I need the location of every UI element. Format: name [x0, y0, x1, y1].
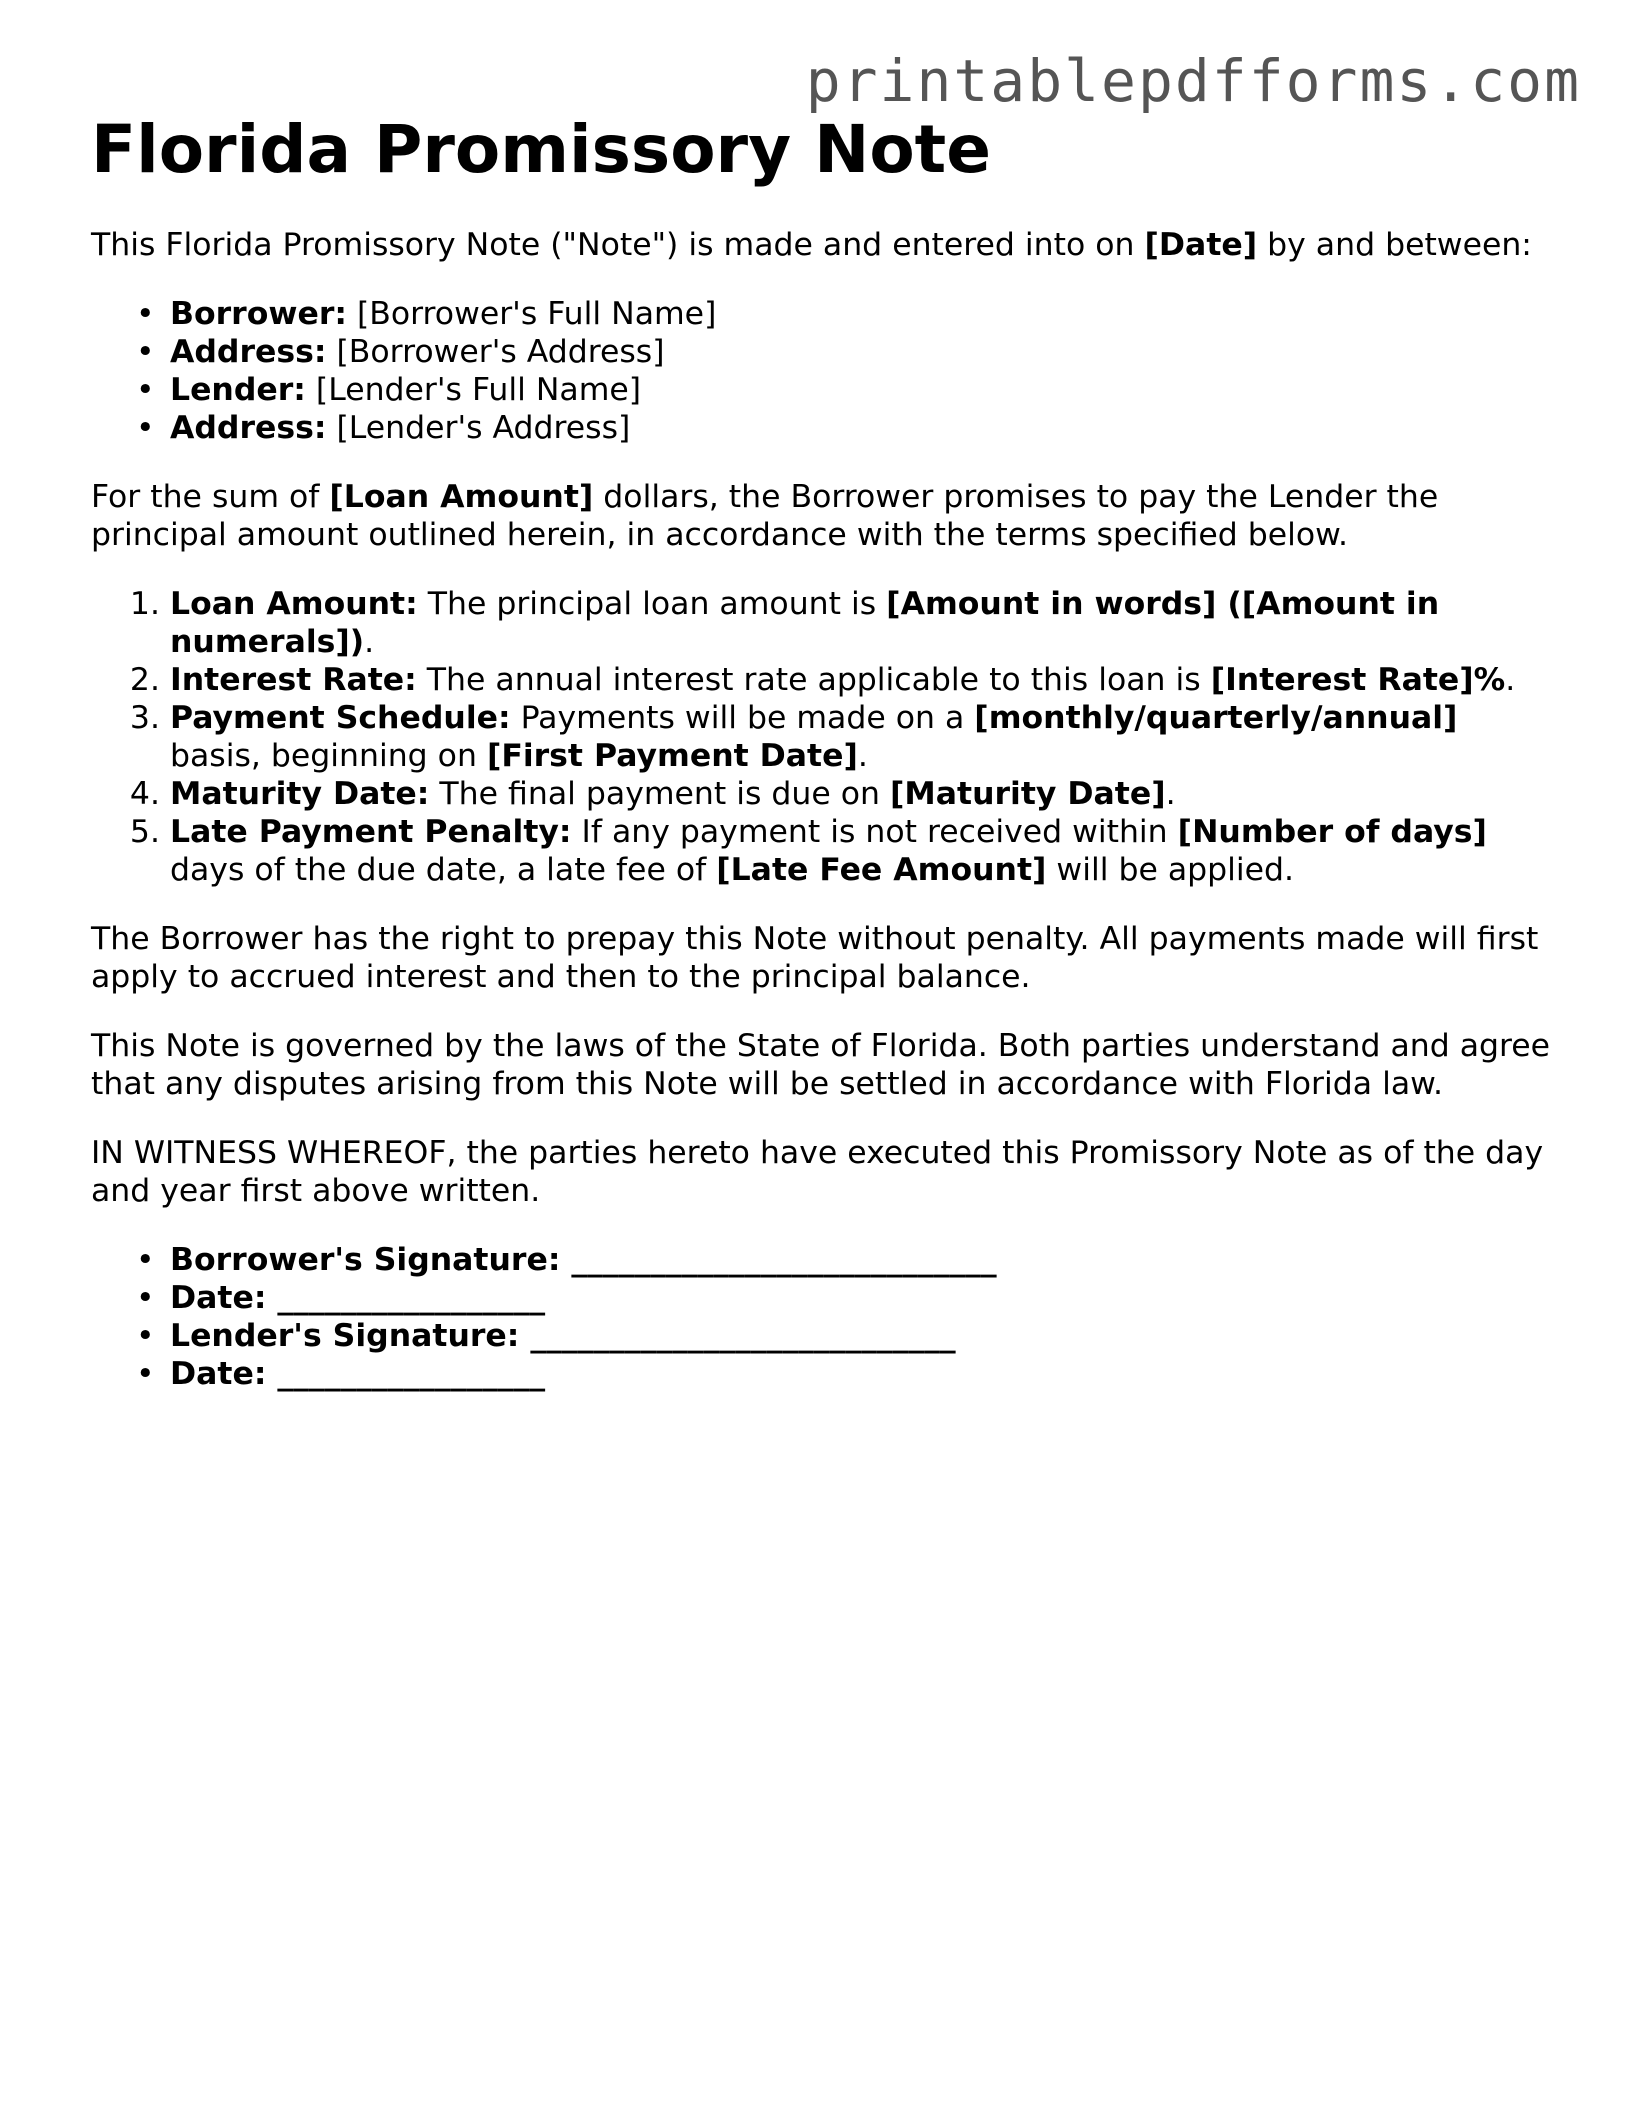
list-item	[170, 295, 1551, 333]
party-label: Borrower:	[170, 295, 347, 332]
list-item	[170, 775, 1551, 813]
borrower-signature-line[interactable]: ___________________________	[560, 1241, 997, 1278]
party-label: Lender:	[170, 371, 306, 408]
list-item	[170, 699, 1551, 775]
list-item	[170, 333, 1551, 371]
lender-signature-line[interactable]: ___________________________	[519, 1317, 956, 1354]
term-label: Loan Amount:	[170, 585, 418, 622]
term-text: The final payment is due on	[429, 775, 891, 812]
party-value: [Lender's Address]	[326, 409, 631, 446]
term-text: .	[857, 737, 868, 774]
term-text: basis, beginning on	[170, 737, 487, 774]
term-placeholder: [Interest Rate]%	[1210, 661, 1506, 698]
list-item	[170, 1317, 1551, 1355]
list-item	[170, 1279, 1551, 1317]
term-text: .	[364, 623, 375, 660]
sum-paragraph	[91, 478, 1551, 554]
watermark: printablepdfforms.com	[805, 47, 1581, 115]
prepay-paragraph: The Borrower has the right to prepay this Note without penalty. All payments made will first apply to accrued interest and then to the principal balance.	[91, 920, 1539, 995]
sum-text-before: For the sum of	[91, 478, 330, 515]
loan-amount-placeholder: [Loan Amount]	[329, 478, 594, 515]
term-label: Maturity Date:	[170, 775, 430, 812]
term-placeholder: [Amount in words] ([Amount in numerals])	[170, 585, 1440, 660]
witness-paragraph: IN WITNESS WHEREOF, the parties hereto have executed this Promissory Note as of the day and year first above written.	[91, 1134, 1544, 1209]
list-item	[170, 661, 1551, 699]
term-placeholder: [Number of days]	[1177, 813, 1487, 850]
parties-list	[91, 295, 1551, 447]
term-label: Interest Rate:	[170, 661, 417, 698]
page-title: Florida Promissory Note	[91, 111, 991, 188]
signature-label: Lender's Signature:	[170, 1317, 520, 1354]
term-placeholder: [monthly/quarterly/annual]	[974, 699, 1458, 736]
list-item	[170, 1355, 1551, 1393]
intro-paragraph	[91, 226, 1551, 264]
list-item	[170, 409, 1551, 447]
term-label: Payment Schedule:	[170, 699, 511, 736]
party-value: [Borrower's Full Name]	[346, 295, 717, 332]
lender-date-line[interactable]: _________________	[266, 1355, 546, 1392]
list-item	[170, 371, 1551, 409]
term-placeholder: [Maturity Date]	[890, 775, 1166, 812]
document-page	[91, 112, 1551, 1424]
party-label: Address:	[170, 409, 327, 446]
term-text: .	[1165, 775, 1176, 812]
governing-law-paragraph: This Note is governed by the laws of the State of Florida. Both parties understand and agree that any disputes arising from this Note will be settled in accordance with Florida law.	[91, 1027, 1551, 1102]
signature-label: Borrower's Signature:	[170, 1241, 561, 1278]
term-label: Late Payment Penalty:	[170, 813, 572, 850]
date-placeholder: [Date]	[1144, 226, 1258, 263]
term-text: The annual interest rate applicable to this loan is	[416, 661, 1211, 698]
terms-list	[91, 585, 1551, 889]
term-text: The principal loan amount is	[417, 585, 887, 622]
signature-list	[91, 1241, 1551, 1393]
term-text: Payments will be made on a	[510, 699, 975, 736]
party-value: [Lender's Full Name]	[305, 371, 642, 408]
borrower-date-line[interactable]: _________________	[266, 1279, 546, 1316]
intro-text-before: This Florida Promissory Note ("Note") is made and entered into on	[91, 226, 1145, 263]
sum-text-after: dollars, the Borrower promises to pay the Lender the principal amount outlined herein, in accordance with the terms specified below.	[91, 478, 1439, 553]
term-text: If any payment is not received within	[571, 813, 1178, 850]
intro-text-after: by and between:	[1257, 226, 1532, 263]
party-label: Address:	[170, 333, 327, 370]
term-text: .	[1505, 661, 1516, 698]
signature-label: Date:	[170, 1279, 267, 1316]
signature-label: Date:	[170, 1355, 267, 1392]
term-text: days of the due date, a late fee of	[170, 851, 717, 888]
term-placeholder: [First Payment Date]	[486, 737, 858, 774]
party-value: [Borrower's Address]	[326, 333, 665, 370]
list-item	[170, 813, 1551, 889]
term-text: will be applied.	[1046, 851, 1295, 888]
term-placeholder: [Late Fee Amount]	[716, 851, 1047, 888]
list-item	[170, 585, 1551, 661]
list-item	[170, 1241, 1551, 1279]
